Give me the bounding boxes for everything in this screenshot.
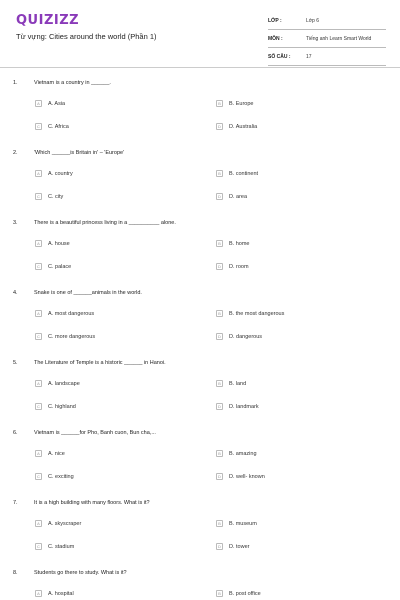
option-text: C. exciting [48, 473, 74, 480]
meta-key: LỚP : [268, 17, 282, 24]
option-text: C. more dangerous [48, 333, 96, 340]
option-b[interactable] [216, 449, 257, 458]
option-a[interactable] [35, 169, 73, 178]
option-badge: A [35, 520, 42, 527]
option-b[interactable] [216, 379, 246, 388]
option-badge: A [35, 100, 42, 107]
option-badge: A [35, 310, 42, 317]
option-d[interactable] [216, 262, 249, 271]
option-c[interactable] [35, 332, 95, 341]
option-badge: B [216, 240, 223, 247]
option-badge: D [216, 263, 223, 270]
option-text: A. landscape [48, 380, 80, 387]
option-text: B. continent [229, 170, 259, 177]
meta-row-count [268, 48, 386, 66]
option-badge: D [216, 333, 223, 340]
question-number: 8. [13, 570, 18, 576]
question-text: There is a beautiful princess living in a __________ alone. [34, 220, 176, 226]
meta-row-subject [268, 30, 386, 48]
worksheet-title: Từ vựng: Cities around the world (Phần 1) [16, 32, 157, 41]
option-text: A. nice [48, 450, 65, 457]
option-text: B. museum [229, 520, 257, 527]
option-badge: B [216, 450, 223, 457]
option-badge: B [216, 590, 223, 597]
meta-value: Lớp 6 [306, 17, 320, 24]
question-number: 7. [13, 500, 18, 506]
option-text: C. city [48, 193, 64, 200]
question-number: 6. [13, 430, 18, 436]
question-number: 5. [13, 360, 18, 366]
option-text: A. hospital [48, 590, 74, 597]
meta-value: Tiếng anh Learn Smart World [306, 35, 372, 42]
question-number: 2. [13, 150, 18, 156]
option-text: D. area [229, 193, 248, 200]
question-text: Vietnam is ______for Pho, Banh cuon, Bun cha,... [34, 430, 156, 436]
option-badge: C [35, 403, 42, 410]
option-d[interactable] [216, 122, 257, 131]
meta-key: MÔN : [268, 35, 283, 42]
option-b[interactable] [216, 169, 258, 178]
option-a[interactable] [35, 519, 81, 528]
option-c[interactable] [35, 192, 63, 201]
option-a[interactable] [35, 589, 74, 598]
option-text: A. most dangerous [48, 310, 95, 317]
option-text: D. landmark [229, 403, 259, 410]
option-text: D. tower [229, 543, 250, 550]
option-badge: B [216, 100, 223, 107]
meta-table [268, 12, 386, 66]
option-text: B. the most dangerous [229, 310, 285, 317]
option-c[interactable] [35, 472, 74, 481]
option-b[interactable] [216, 239, 249, 248]
option-text: C. Africa [48, 123, 69, 130]
option-text: D. dangerous [229, 333, 263, 340]
option-text: C. stadium [48, 543, 75, 550]
question-number: 1. [13, 80, 18, 86]
option-badge: B [216, 520, 223, 527]
option-text: D. room [229, 263, 249, 270]
option-badge: A [35, 590, 42, 597]
option-d[interactable] [216, 192, 247, 201]
option-text: B. Europe [229, 100, 254, 107]
question-text: Snake is one of ______animals in the world. [34, 290, 142, 296]
question-text: It is a high building with many floors. What is it? [34, 500, 150, 506]
option-badge: D [216, 473, 223, 480]
option-badge: A [35, 380, 42, 387]
meta-row-class [268, 12, 386, 30]
option-badge: D [216, 403, 223, 410]
option-b[interactable] [216, 589, 261, 598]
option-badge: D [216, 123, 223, 130]
option-badge: C [35, 543, 42, 550]
option-d[interactable] [216, 542, 249, 551]
meta-key: SỐ CÂU : [268, 53, 291, 60]
option-d[interactable] [216, 472, 265, 481]
option-text: B. amazing [229, 450, 257, 457]
option-badge: B [216, 170, 223, 177]
question-number: 4. [13, 290, 18, 296]
question-text: Students go there to study. What is it? [34, 570, 127, 576]
option-badge: B [216, 310, 223, 317]
option-badge: A [35, 170, 42, 177]
option-text: A. Asia [48, 100, 66, 107]
option-c[interactable] [35, 542, 74, 551]
option-b[interactable] [216, 309, 284, 318]
question-text: Vietnam is a country in ______. [34, 80, 111, 86]
option-a[interactable] [35, 99, 65, 108]
option-badge: A [35, 450, 42, 457]
question-number: 3. [13, 220, 18, 226]
question-text: The Literature of Temple is a historic ______ in Hanoi. [34, 360, 166, 366]
option-c[interactable] [35, 262, 71, 271]
header-divider [0, 67, 400, 68]
option-a[interactable] [35, 449, 65, 458]
option-a[interactable] [35, 309, 94, 318]
option-text: D. well- known [229, 473, 265, 480]
option-text: A. skyscraper [48, 520, 82, 527]
option-text: D. Australia [229, 123, 258, 130]
option-badge: B [216, 380, 223, 387]
option-badge: C [35, 193, 42, 200]
option-c[interactable] [35, 402, 76, 411]
option-text: C. palace [48, 263, 72, 270]
option-badge: C [35, 473, 42, 480]
option-d[interactable] [216, 402, 259, 411]
option-a[interactable] [35, 379, 80, 388]
option-text: B. land [229, 380, 247, 387]
option-badge: D [216, 543, 223, 550]
option-text: A. country [48, 170, 73, 177]
meta-value: 17 [306, 53, 312, 60]
option-badge: C [35, 123, 42, 130]
option-badge: D [216, 193, 223, 200]
option-a[interactable] [35, 239, 70, 248]
option-b[interactable] [216, 99, 253, 108]
option-badge: A [35, 240, 42, 247]
option-b[interactable] [216, 519, 257, 528]
option-text: A. house [48, 240, 70, 247]
option-c[interactable] [35, 122, 69, 131]
option-text: B. post office [229, 590, 261, 597]
option-badge: C [35, 333, 42, 340]
quizizz-logo: QUIZIZZ [16, 13, 80, 28]
question-text: 'Which ______is Britain in' – 'Europe' [34, 150, 125, 156]
option-badge: C [35, 263, 42, 270]
option-d[interactable] [216, 332, 262, 341]
option-text: C. highland [48, 403, 76, 410]
option-text: B. home [229, 240, 250, 247]
